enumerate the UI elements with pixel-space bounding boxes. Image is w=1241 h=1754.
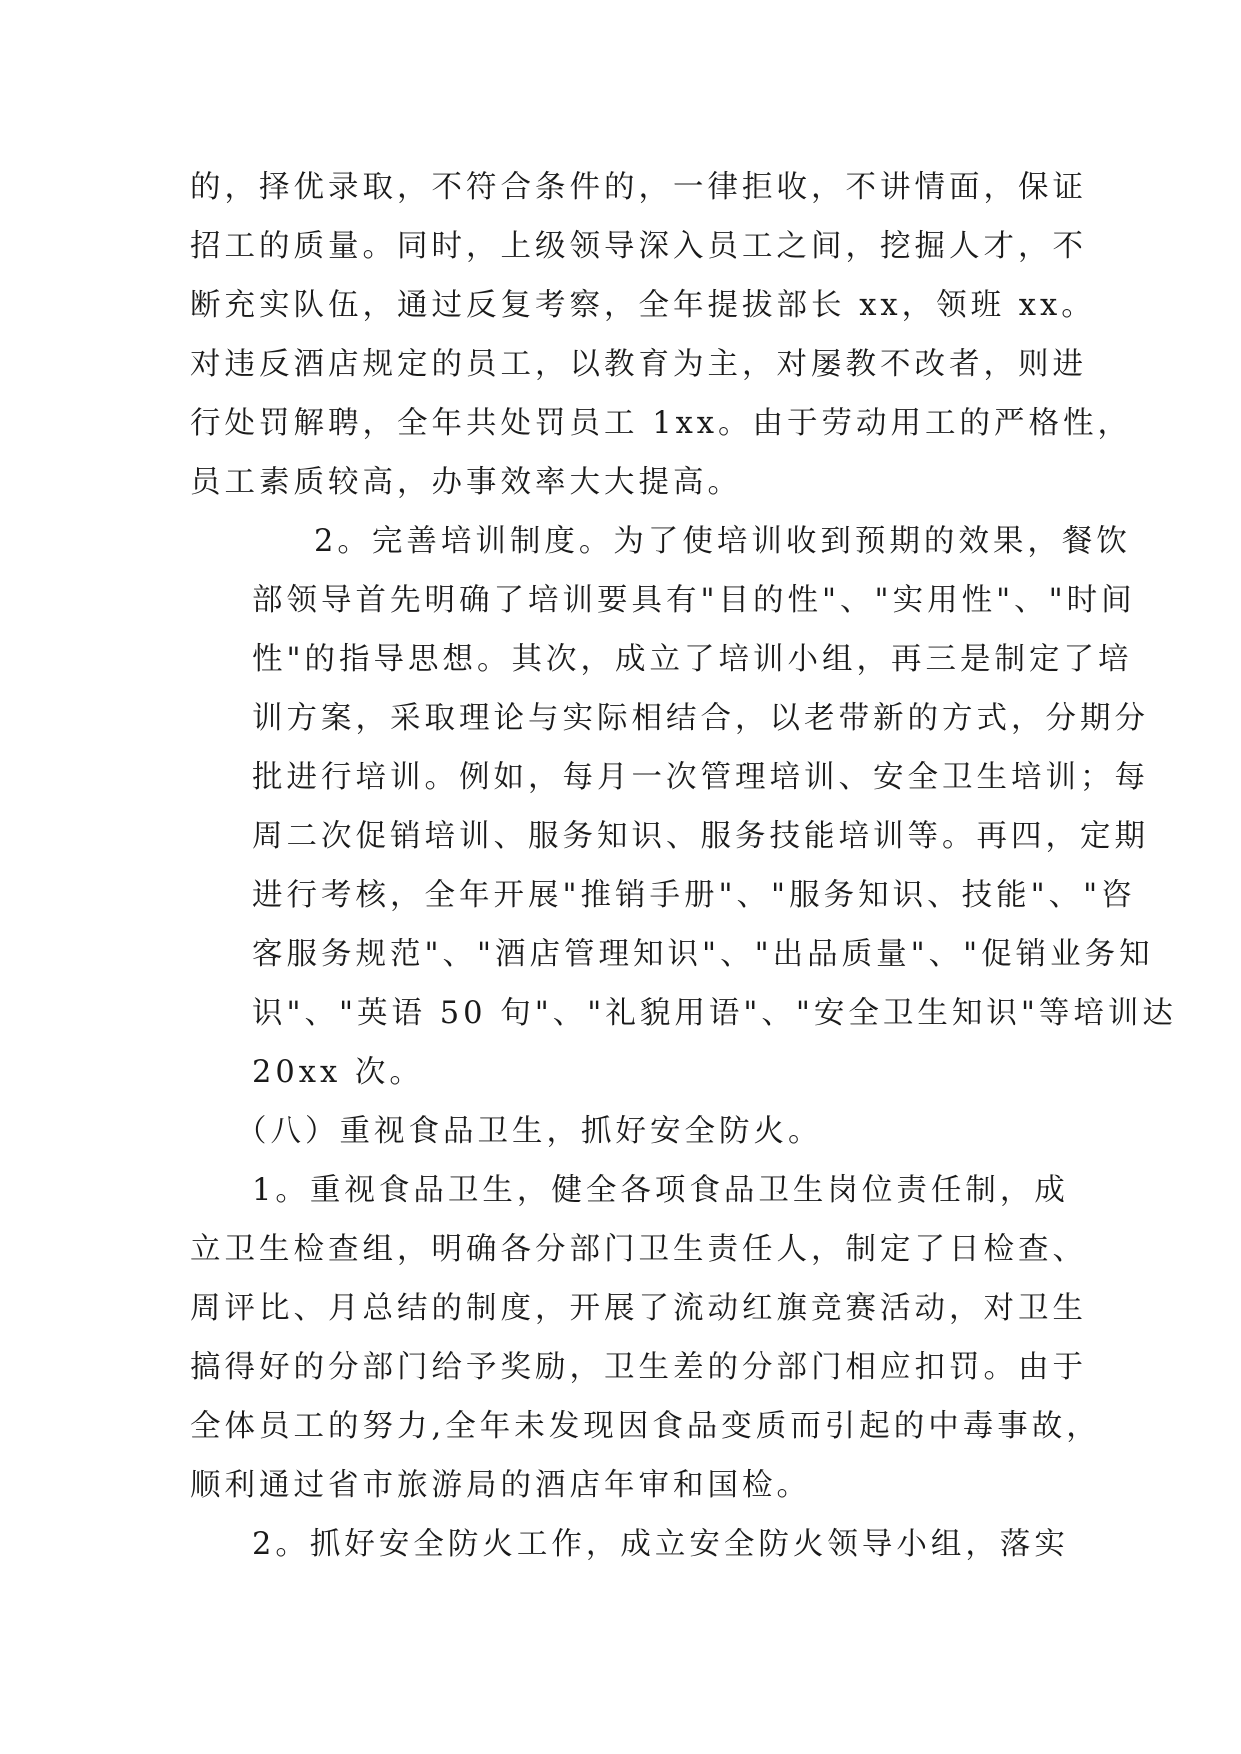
text-line: 全体员工的努力,全年未发现因食品变质而引起的中毒事故， bbox=[190, 1409, 1101, 1444]
document-body bbox=[190, 158, 1177, 1574]
text-line: 顺利通过省市旅游局的酒店年审和国检。 bbox=[190, 1468, 811, 1503]
text-line: 周评比、月总结的制度，开展了流动红旗竞赛活动，对卫生 bbox=[190, 1291, 1087, 1326]
text-line: 批进行培训。例如，每月一次管理培训、安全卫生培训；每 bbox=[252, 760, 1149, 795]
text-line: 断充实队伍，通过反复考察，全年提拔部长 xx，领班 xx。 bbox=[190, 288, 1096, 323]
paragraph-food-hygiene bbox=[190, 1161, 1101, 1515]
paragraph-training bbox=[190, 512, 1177, 1102]
text-line: 行处罚解聘，全年共处罚员工 1xx。由于劳动用工的严格性， bbox=[190, 406, 1133, 441]
text-line: 进行考核，全年开展"推销手册"、"服务知识、技能"、"咨 bbox=[252, 878, 1136, 913]
text-line: 训方案，采取理论与实际相结合，以老带新的方式，分期分 bbox=[252, 701, 1149, 736]
paragraph-fire-safety bbox=[190, 1515, 1069, 1574]
heading-line: （八）重视食品卫生，抓好安全防火。 bbox=[236, 1114, 823, 1149]
text-line: 2。完善培训制度。为了使培训收到预期的效果，餐饮 bbox=[314, 524, 1131, 559]
text-line: 周二次促销培训、服务知识、服务技能培训等。再四，定期 bbox=[252, 819, 1149, 854]
text-line: 立卫生检查组，明确各分部门卫生责任人，制定了日检查、 bbox=[190, 1232, 1087, 1267]
paragraph-recruitment bbox=[190, 158, 1133, 512]
text-line: 搞得好的分部门给予奖励，卫生差的分部门相应扣罚。由于 bbox=[190, 1350, 1087, 1385]
text-line: 2。抓好安全防火工作，成立安全防火领导小组，落实 bbox=[252, 1527, 1069, 1562]
text-line: 部领导首先明确了培训要具有"目的性"、"实用性"、"时间 bbox=[252, 583, 1136, 618]
text-line: 客服务规范"、"酒店管理知识"、"出品质量"、"促销业务知 bbox=[252, 937, 1154, 972]
text-line: 性"的指导思想。其次，成立了培训小组，再三是制定了培 bbox=[252, 642, 1133, 677]
text-line: 1。重视食品卫生，健全各项食品卫生岗位责任制，成 bbox=[252, 1173, 1069, 1208]
text-line: 识"、"英语 50 句"、"礼貌用语"、"安全卫生知识"等培训达 bbox=[252, 996, 1177, 1031]
text-line: 20xx 次。 bbox=[252, 1055, 424, 1090]
text-line: 招工的质量。同时，上级领导深入员工之间，挖掘人才，不 bbox=[190, 229, 1087, 264]
text-line: 员工素质较高，办事效率大大提高。 bbox=[190, 465, 742, 500]
text-line: 的，择优录取，不符合条件的，一律拒收，不讲情面，保证 bbox=[190, 170, 1087, 205]
text-line: 对违反酒店规定的员工，以教育为主，对屡教不改者，则进 bbox=[190, 347, 1087, 382]
section-heading bbox=[190, 1102, 1055, 1161]
